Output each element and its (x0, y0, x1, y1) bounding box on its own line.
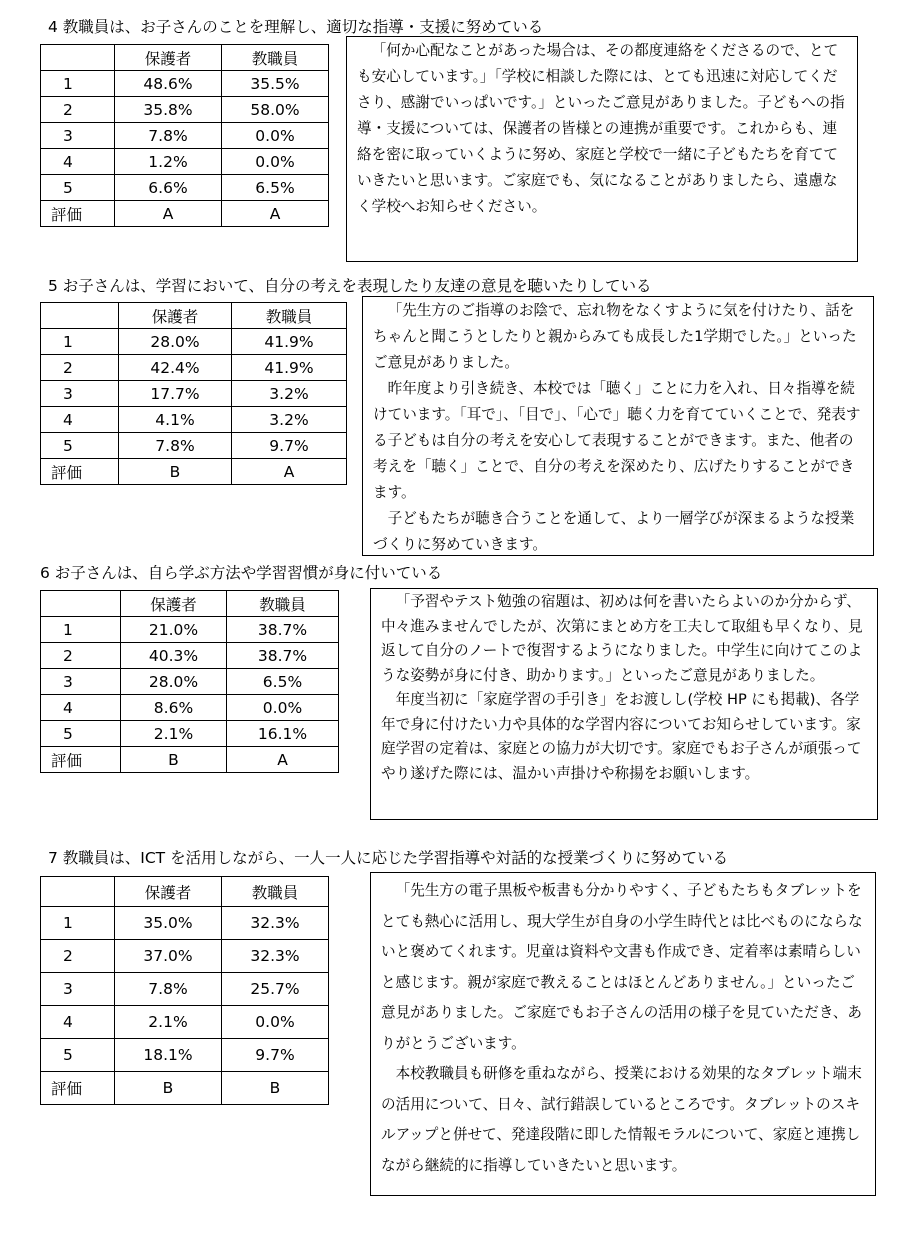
staff-value: 32.3% (222, 907, 329, 940)
staff-value: 32.3% (222, 940, 329, 973)
row-label: 1 (41, 71, 115, 97)
table-header-row (41, 303, 347, 329)
table-header-row (41, 45, 329, 71)
row-label: 5 (41, 175, 115, 201)
table-corner-cell (41, 303, 119, 329)
row-label: 1 (41, 617, 121, 643)
section-7-table (40, 876, 329, 1105)
section-4-comment (346, 36, 858, 262)
table-corner-cell (41, 591, 121, 617)
table-corner-cell (41, 877, 115, 907)
comment-paragraph: 「予習やテスト勉強の宿題は、初めは何を書いたらよいのか分からず、中々進みませんでしたが、次第にまとめ方を工夫して取組も早くなり、見返して自分のノートで復習するようになりました。中学生に向けてこのような姿勢が身に付き、助かります。」といったご意見がありました。 (381, 593, 863, 684)
section-4-heading: 4 教職員は、お子さんのことを理解し、適切な指導・支援に努めている (48, 18, 544, 36)
table-header-row (41, 591, 339, 617)
staff-value: 3.2% (232, 407, 347, 433)
section-5-table (40, 302, 347, 485)
row-label: 3 (41, 123, 115, 149)
evaluation-label: 評価 (41, 459, 119, 485)
column-header-parents: 保護者 (119, 303, 232, 329)
parents-value: 2.1% (115, 1006, 222, 1039)
staff-value: 38.7% (227, 643, 339, 669)
evaluation-label: 評価 (41, 201, 115, 227)
column-header-staff: 教職員 (222, 45, 329, 71)
table-row (41, 433, 347, 459)
parents-value: 17.7% (119, 381, 232, 407)
parents-value: 8.6% (121, 695, 227, 721)
table-row (41, 329, 347, 355)
table-row (41, 669, 339, 695)
staff-value: 0.0% (222, 123, 329, 149)
column-header-parents: 保護者 (115, 45, 222, 71)
table-row (41, 973, 329, 1006)
comment-paragraph: 昨年度より引き続き、本校では「聴く」ことに力を入れ、日々指導を続けています。「耳で」、「目で」、「心で」聴く力を育てていくことで、発表する子どもは自分の考えを安心して表現することができます。また、他者の考えを「聴く」ことで、自分の考えを深めたり、広げたりすることができます。 (373, 380, 861, 501)
parents-evaluation: B (115, 1072, 222, 1105)
staff-value: 38.7% (227, 617, 339, 643)
staff-value: 35.5% (222, 71, 329, 97)
table-row (41, 617, 339, 643)
table-row (41, 381, 347, 407)
section-6-comment (370, 588, 878, 820)
parents-value: 35.0% (115, 907, 222, 940)
row-label: 2 (41, 940, 115, 973)
staff-evaluation: A (227, 747, 339, 773)
table-row (41, 355, 347, 381)
row-label: 3 (41, 973, 115, 1006)
column-header-parents: 保護者 (115, 877, 222, 907)
comment-paragraph: 「先生方のご指導のお陰で、忘れ物をなくすように気を付けたり、話をちゃんと聞こうとしたりと親からみても成長した1学期でした。」といったご意見がありました。 (373, 302, 857, 371)
parents-evaluation: A (115, 201, 222, 227)
table-row (41, 940, 329, 973)
parents-value: 6.6% (115, 175, 222, 201)
row-label: 2 (41, 355, 119, 381)
parents-evaluation: B (121, 747, 227, 773)
comment-paragraph: 子どもたちが聴き合うことを通して、より一層学びが深まるような授業づくりに努めていきます。 (373, 510, 855, 553)
staff-value: 41.9% (232, 355, 347, 381)
parents-value: 7.8% (119, 433, 232, 459)
evaluation-row (41, 1072, 329, 1105)
row-label: 5 (41, 433, 119, 459)
section-7-comment (370, 872, 876, 1196)
section-5-heading: 5 お子さんは、学習において、自分の考えを表現したり友達の意見を聴いたりしている (48, 277, 652, 295)
comment-paragraph: 年度当初に「家庭学習の手引き」をお渡しし(学校 HP にも掲載)、各学年で身に付けたい力や具体的な学習内容についてお知らせしています。家庭学習の定着は、家庭との協力が大切です。家庭でもお子さんが頑張ってやり遂げた際には、温かい声掛けや称揚をお願いします。 (381, 691, 862, 782)
staff-value: 25.7% (222, 973, 329, 1006)
row-label: 4 (41, 407, 119, 433)
column-header-staff: 教職員 (232, 303, 347, 329)
parents-value: 18.1% (115, 1039, 222, 1072)
staff-evaluation: B (222, 1072, 329, 1105)
parents-value: 35.8% (115, 97, 222, 123)
section-4-table (40, 44, 329, 227)
staff-value: 0.0% (222, 149, 329, 175)
parents-value: 40.3% (121, 643, 227, 669)
staff-value: 0.0% (227, 695, 339, 721)
parents-value: 4.1% (119, 407, 232, 433)
parents-value: 37.0% (115, 940, 222, 973)
parents-evaluation: B (119, 459, 232, 485)
row-label: 1 (41, 907, 115, 940)
parents-value: 28.0% (121, 669, 227, 695)
section-7-heading: 7 教職員は、ICT を活用しながら、一人一人に応じた学習指導や対話的な授業づくりに努めている (48, 849, 729, 867)
evaluation-label: 評価 (41, 1072, 115, 1105)
row-label: 2 (41, 97, 115, 123)
row-label: 5 (41, 721, 121, 747)
evaluation-row (41, 747, 339, 773)
staff-value: 6.5% (227, 669, 339, 695)
section-5-comment (362, 296, 874, 556)
table-row (41, 71, 329, 97)
evaluation-label: 評価 (41, 747, 121, 773)
section-6-table (40, 590, 339, 773)
staff-value: 6.5% (222, 175, 329, 201)
comment-paragraph: 「先生方の電子黒板や板書も分かりやすく、子どもたちもタブレットをとても熱心に活用し、現大学生が自身の小学生時代とは比べものにならないと褒めてくれます。児童は資料や文書も作成でき、定着率は素晴らしいと感じます。親が家庭で教えることはほとんどありません。」といったご意見がありました。ご家庭でもお子さんの活用の様子を見ていただき、ありがとうございます。 (381, 882, 863, 1052)
table-row (41, 175, 329, 201)
column-header-parents: 保護者 (121, 591, 227, 617)
staff-value: 16.1% (227, 721, 339, 747)
parents-value: 7.8% (115, 123, 222, 149)
staff-evaluation: A (232, 459, 347, 485)
table-row (41, 907, 329, 940)
table-header-row (41, 877, 329, 907)
table-row (41, 695, 339, 721)
parents-value: 21.0% (121, 617, 227, 643)
table-row (41, 1006, 329, 1039)
parents-value: 2.1% (121, 721, 227, 747)
column-header-staff: 教職員 (222, 877, 329, 907)
parents-value: 42.4% (119, 355, 232, 381)
row-label: 4 (41, 1006, 115, 1039)
table-row (41, 149, 329, 175)
row-label: 3 (41, 669, 121, 695)
staff-evaluation: A (222, 201, 329, 227)
staff-value: 58.0% (222, 97, 329, 123)
row-label: 4 (41, 149, 115, 175)
staff-value: 9.7% (232, 433, 347, 459)
parents-value: 1.2% (115, 149, 222, 175)
staff-value: 9.7% (222, 1039, 329, 1072)
parents-value: 28.0% (119, 329, 232, 355)
staff-value: 41.9% (232, 329, 347, 355)
table-row (41, 721, 339, 747)
table-corner-cell (41, 45, 115, 71)
row-label: 4 (41, 695, 121, 721)
evaluation-row (41, 459, 347, 485)
staff-value: 3.2% (232, 381, 347, 407)
evaluation-row (41, 201, 329, 227)
comment-paragraph: 「何か心配なことがあった場合は、その都度連絡をくださるので、とても安心しています。」「学校に相談した際には、とても迅速に対応してくださり、感謝でいっぱいです。」といったご意見がありました。子どもへの指導・支援については、保護者の皆様との連携が重要です。これからも、連絡を密に取っていくように努め、家庭と学校で一緒に子どもたちを育てていきたいと思います。ご家庭でも、気になることがありましたら、遠慮なく学校へお知らせください。 (357, 42, 845, 215)
table-row (41, 123, 329, 149)
table-row (41, 97, 329, 123)
table-row (41, 1039, 329, 1072)
staff-value: 0.0% (222, 1006, 329, 1039)
section-6-heading: 6 お子さんは、自ら学ぶ方法や学習習慣が身に付いている (40, 564, 443, 582)
parents-value: 48.6% (115, 71, 222, 97)
row-label: 1 (41, 329, 119, 355)
table-row (41, 643, 339, 669)
comment-paragraph: 本校教職員も研修を重ねながら、授業における効果的なタブレット端末の活用について、日々、試行錯誤しているところです。タブレットのスキルアップと併せて、発達段階に即した情報モラルについて、家庭と連携しながら継続的に指導していきたいと思います。 (381, 1065, 862, 1174)
row-label: 2 (41, 643, 121, 669)
parents-value: 7.8% (115, 973, 222, 1006)
table-row (41, 407, 347, 433)
column-header-staff: 教職員 (227, 591, 339, 617)
row-label: 3 (41, 381, 119, 407)
row-label: 5 (41, 1039, 115, 1072)
